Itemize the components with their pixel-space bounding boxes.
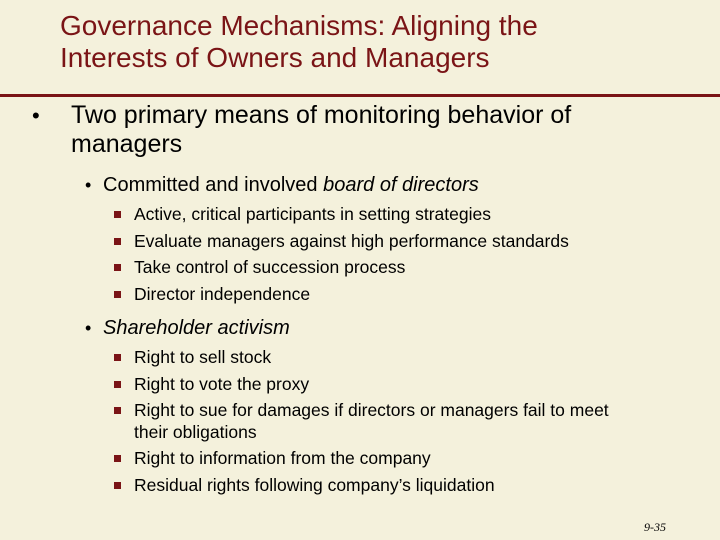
bullet-dot-icon: • [85,175,92,195]
bullet-dot-icon: • [85,318,92,338]
board-item-text: Active, critical participants in setting strategies [134,204,491,224]
square-bullet-icon [114,407,121,414]
page-number: 9-35 [644,520,666,534]
square-bullet-icon [114,455,121,462]
activism-item-text: Right to sue for damages if directors or managers fail to meet their obligations [134,400,609,442]
activism-item-text: Right to vote the proxy [134,374,310,394]
board-bullet-text [103,173,479,197]
title-divider [0,94,720,97]
title-line-1: Governance Mechanisms: Aligning the [60,10,538,41]
slide-title [60,10,700,74]
activism-item-text: Right to information from the company [134,448,431,468]
activism-item-text: Right to sell stock [134,347,272,367]
activism-label: Shareholder activism [103,317,290,339]
main-bullet-line-1: Two primary means of monitoring behavior of [71,101,572,129]
board-item-text: Director independence [134,284,311,304]
board-item-text: Evaluate managers against high performance standards [134,231,569,251]
bullet-dot-icon: • [32,103,40,128]
board-label-emphasis: board of directors [323,174,479,196]
board-item-text: Take control of succession process [134,257,406,277]
square-bullet-icon [114,354,121,361]
square-bullet-icon [114,482,121,489]
square-bullet-icon [114,264,121,271]
board-label-prefix: Committed and involved [103,174,324,196]
square-bullet-icon [114,291,121,298]
activism-item-text: Residual rights following company’s liquidation [134,475,495,495]
square-bullet-icon [114,381,121,388]
main-bullet-line-2: managers [71,130,183,158]
main-bullet-text [71,101,671,159]
square-bullet-icon [114,238,121,245]
square-bullet-icon [114,211,121,218]
title-line-2: Interests of Owners and Managers [60,42,490,73]
